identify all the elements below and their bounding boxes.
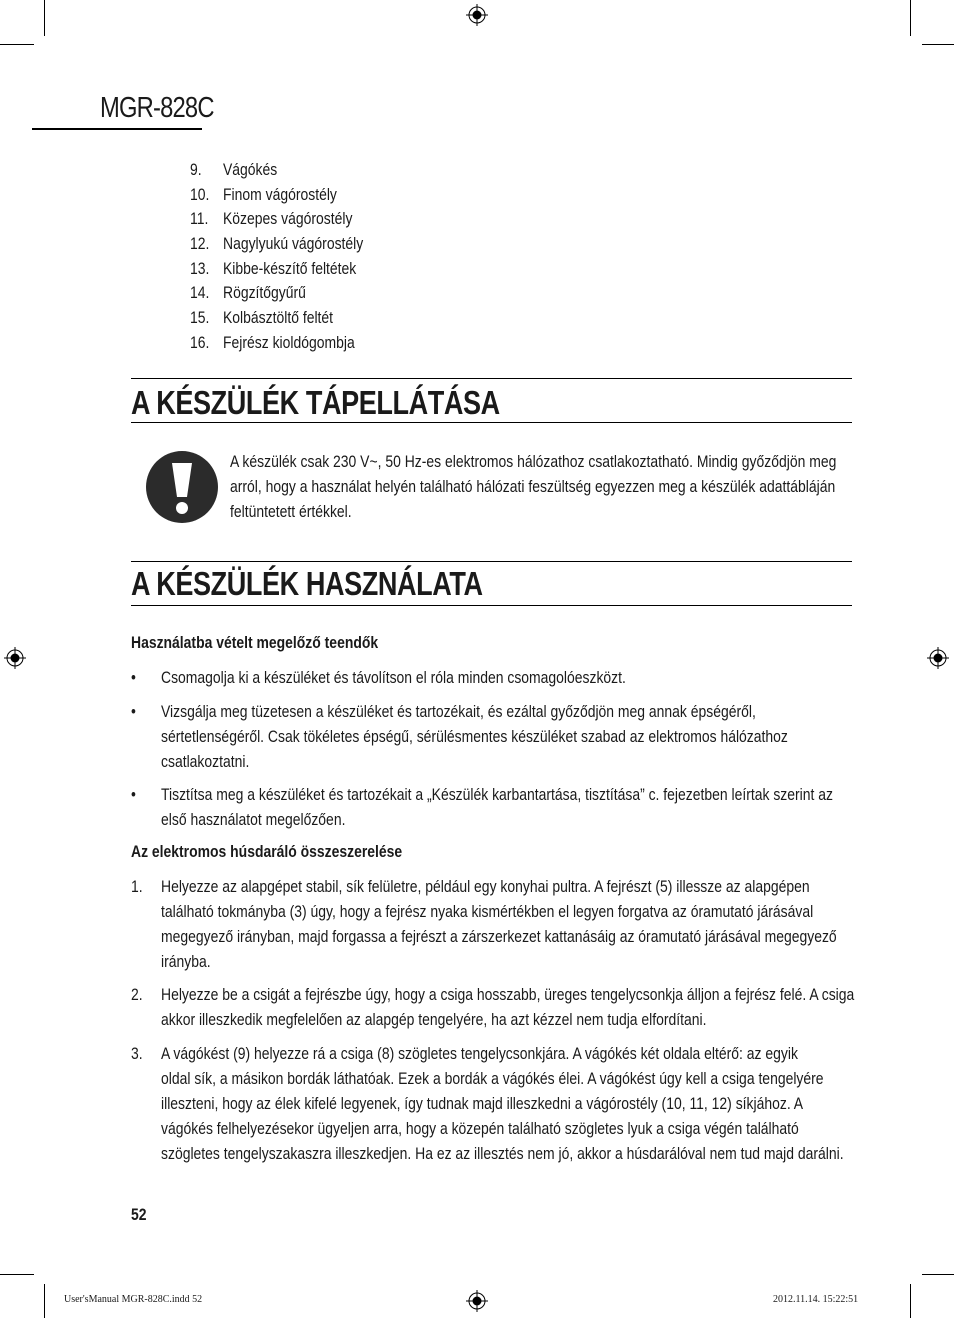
step-line: illeszteni, hogy az élek kifelé legyenek, így tudnak majd illeszkedni a vágórostély (10, 11, 12) síkjához. A xyxy=(161,1094,804,1113)
bullet-line: Vizsgálja meg tüzetesen a készüléket és tartozékait, és ezáltal győződjön meg annak épségéről, xyxy=(161,702,756,721)
step-line: oldal sík, a másikon bordák láthatóak. Ezek a bordák a vágókés élei. A vágókést úgy kell a csiga tengelyére xyxy=(161,1069,824,1088)
step-line: A vágókést (9) helyezze rá a csiga (8) szögletes tengelycsonkjára. A vágókés két oldala eltérő: az egyik xyxy=(161,1044,798,1063)
bullet-line: Csomagolja ki a készüléket és távolítson el róla minden csomagolóeszközt. xyxy=(161,668,626,687)
list-item-number: 15. xyxy=(190,308,210,328)
step-marker: 1. xyxy=(131,877,143,896)
section-rule xyxy=(131,378,852,379)
registration-mark-icon xyxy=(466,1290,488,1312)
step-line: Helyezze be a csigát a fejrészbe úgy, hogy a csiga hosszabb, üreges tengelycsonkja álljon a fejrész felé. A csiga xyxy=(161,985,855,1004)
crop-mark xyxy=(922,1274,954,1275)
bullet-marker: • xyxy=(131,702,136,721)
list-item-number: 11. xyxy=(190,209,209,229)
step-line: irányba. xyxy=(161,952,211,971)
list-item-number: 16. xyxy=(190,332,210,352)
step-line: akkor illeszkedik megfelelően az alapgép tengelyére, ha azt kézzel nem tudja elfordítani. xyxy=(161,1010,707,1029)
section-title-power: A KÉSZÜLÉK TÁPELLÁTÁSA xyxy=(131,384,500,421)
subheading-assembly: Az elektromos húsdaráló összeszerelése xyxy=(131,842,403,861)
list-item-number: 13. xyxy=(190,258,210,278)
step-marker: 2. xyxy=(131,985,143,1004)
list-item-label: Rögzítőgyűrű xyxy=(223,283,306,303)
list-item-label: Nagylyukú vágórostély xyxy=(223,234,364,254)
warning-line: feltüntetett értékkel. xyxy=(230,502,352,521)
list-item-label: Fejrész kioldógombja xyxy=(223,332,355,352)
bullet-line: első használatot megelőzően. xyxy=(161,810,346,829)
bullet-marker: • xyxy=(131,668,136,687)
bullet-marker: • xyxy=(131,785,136,804)
warning-line: A készülék csak 230 V~, 50 Hz-es elektromos hálózathoz csatlakoztatható. Mindig győződjön meg xyxy=(230,452,837,471)
bullet-line: Tisztítsa meg a készüléket és tartozékait a „Készülék karbantartása, tisztítása” c. fejezetben leírtak szerint az xyxy=(161,785,834,804)
list-item-label: Kibbe-készítő feltétek xyxy=(223,258,357,278)
bullet-line: csatlakoztatni. xyxy=(161,752,250,771)
step-marker: 3. xyxy=(131,1044,143,1063)
crop-mark xyxy=(910,1284,911,1318)
registration-mark-icon xyxy=(466,4,488,26)
exclamation-circle-icon xyxy=(146,451,218,523)
subheading-preparation: Használatba vételt megelőző teendők xyxy=(131,633,379,652)
crop-mark xyxy=(922,44,954,45)
power-warning-text xyxy=(230,449,954,524)
step-line: vágókés felhelyezésekor ügyeljen arra, hogy a közepén található szögletes lyuk a csiga végén található xyxy=(161,1119,799,1138)
crop-mark xyxy=(910,0,911,36)
bullet-text xyxy=(161,699,925,774)
footer-file: User'sManual MGR-828C.indd 52 xyxy=(64,1294,203,1305)
list-item-label: Vágókés xyxy=(223,160,278,179)
step-text xyxy=(161,982,954,1032)
list-item-number: 12. xyxy=(190,234,210,254)
crop-mark xyxy=(44,1284,45,1318)
registration-mark-icon xyxy=(4,647,26,669)
bullet-line: sértetlenségéről. Csak tökéletes épségű, sérülésmentes készüléket szabad az elektromos hálózathoz xyxy=(161,727,788,746)
crop-mark xyxy=(44,0,45,36)
registration-mark-icon xyxy=(927,647,949,669)
step-text xyxy=(161,874,954,974)
header-underline xyxy=(32,128,202,130)
crop-mark xyxy=(0,1274,34,1275)
list-item-label: Finom vágórostély xyxy=(223,184,337,204)
page-number: 52 xyxy=(131,1205,147,1224)
list-item-number: 14. xyxy=(190,283,210,303)
warning-line: arról, hogy a használat helyén található hálózati feszültség egyezzen meg a készülék adattábláján xyxy=(230,477,836,496)
list-item-label: Közepes vágórostély xyxy=(223,209,353,229)
step-line: Helyezze az alapgépet stabil, sík felületre, például egy konyhai pultra. A fejrészt (5) illessze az alapgépen xyxy=(161,877,810,896)
list-item-number: 9. xyxy=(190,160,202,179)
list-item-number: 10. xyxy=(190,184,210,204)
bullet-text xyxy=(161,665,728,690)
footer-datetime: 2012.11.14. 15:22:51 xyxy=(773,1294,859,1305)
crop-mark xyxy=(0,44,34,45)
section-rule xyxy=(131,422,852,423)
section-rule xyxy=(131,605,852,606)
section-rule xyxy=(131,561,852,562)
step-text xyxy=(161,1041,954,1166)
step-line: szögletes tengelyszakaszra illeszkedjen. Ha ez az illesztés nem jó, akkor a húsdarálóval nem tud majd darálni. xyxy=(161,1144,844,1163)
step-line: megegyező irányban, majd forgassa a fejrészt a zárszerkezet kattanásáig az óramutató járásával megegyező xyxy=(161,927,837,946)
list-item-label: Kolbásztöltő feltét xyxy=(223,308,334,328)
section-title-usage: A KÉSZÜLÉK HASZNÁLATA xyxy=(131,565,483,602)
step-line: található tokmányba (3) úgy, hogy a fejrész nyaka kismértékben el legyen forgatva az óramutató járásával xyxy=(161,902,814,921)
bullet-text xyxy=(161,782,954,832)
model-header: MGR-828C xyxy=(100,92,214,124)
